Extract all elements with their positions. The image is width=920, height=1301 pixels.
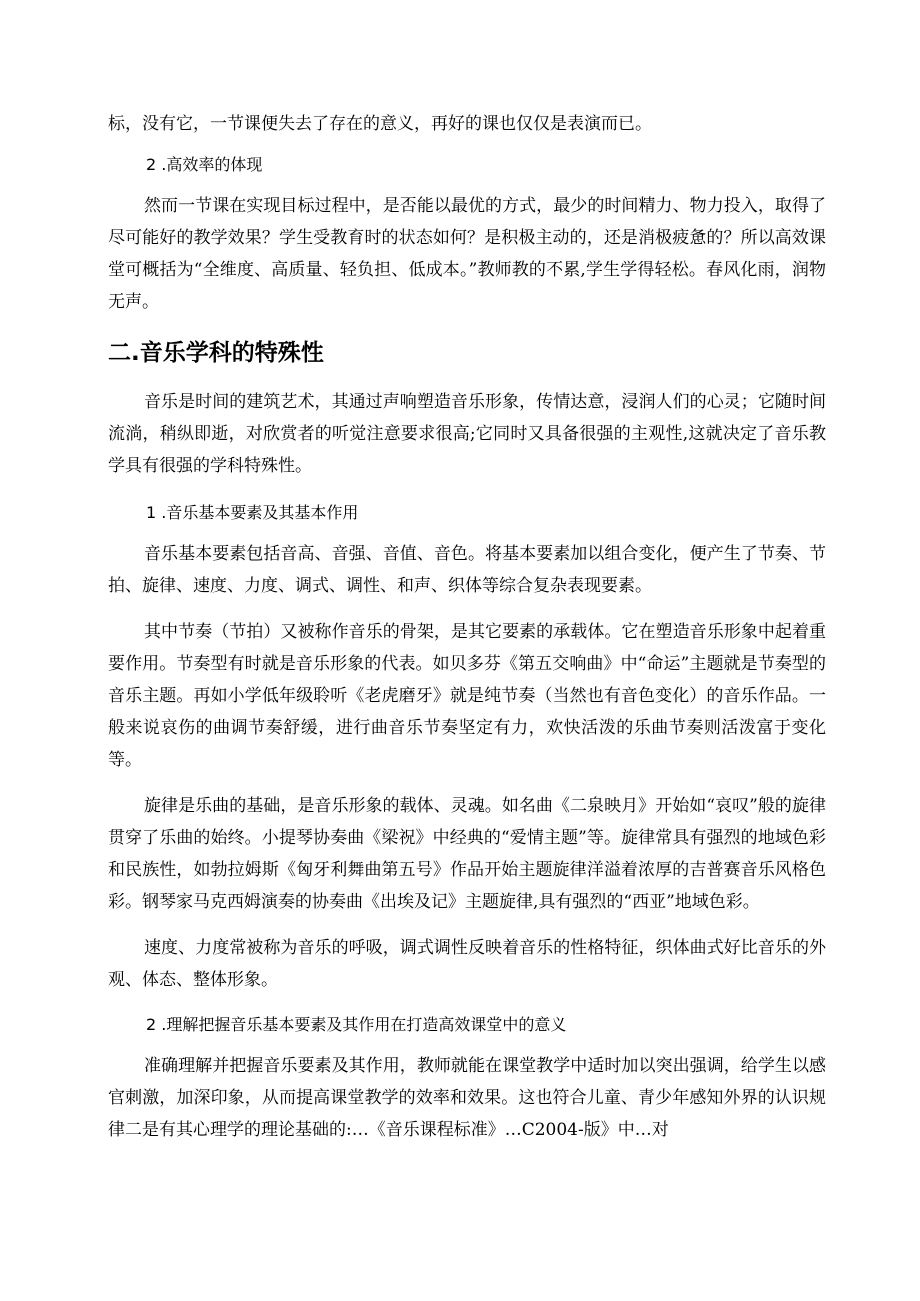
paragraph-music-nature: 音乐是时间的建筑艺术，其通过声响塑造音乐形象，传情达意，浸润人们的心灵；它随时间流淌，稍纵即逝，对欣赏者的听觉注意要求很高;它同时又具备很强的主观性,这就决定了音乐教学具有很强的学科特殊性。 bbox=[108, 392, 826, 476]
section-heading-music-特殊性: 二.音乐学科的特殊性 bbox=[108, 340, 324, 366]
subheading-understanding-elements: 2 .理解把握音乐基本要素及其作用在打造高效课堂中的意义 bbox=[146, 1015, 567, 1034]
paragraph-rhythm: 其中节奏（节拍）又被称作音乐的骨架，是其它要素的承载体。它在塑造音乐形象中起着重要作用。节奏型有时就是音乐形象的代表。如贝多芬《第五交响曲》中“命运”主题就是节奏型的音乐主题。再如小学低年级聆听《老虎磨牙》就是纯节奏（当然也有音色变化）的音乐作品。一般来说哀伤的曲调节奏舒缓，进行曲音乐节奏坚定有力，欢快活泼的乐曲节奏则活泼富于变化等。 bbox=[108, 622, 826, 770]
paragraph-efficiency: 然而一节课在实现目标过程中，是否能以最优的方式，最少的时间精力、物力投入，取得了尽可能好的教学效果？学生受教育时的状态如何？是积极主动的，还是消极疲惫的？所以高效课堂可概括为“全维度、高质量、轻负担、低成本。”教师教的不累,学生学得轻松。春风化雨，润物无声。 bbox=[108, 196, 826, 312]
paragraph-basic-elements: 音乐基本要素包括音高、音强、音值、音色。将基本要素加以组合变化，便产生了节奏、节拍、旋律、速度、力度、调式、调性、和声、织体等综合复杂表现要素。 bbox=[108, 544, 826, 596]
subheading-music-elements: 1 .音乐基本要素及其基本作用 bbox=[146, 503, 359, 522]
document-page bbox=[108, 108, 826, 1146]
paragraph-melody: 旋律是乐曲的基础，是音乐形象的载体、灵魂。如名曲《二泉映月》开始如“哀叹”般的旋律贯穿了乐曲的始终。小提琴协奏曲《梁祝》中经典的“爱情主题”等。旋律常具有强烈的地域色彩和民族性，如勃拉姆斯《匈牙利舞曲第五号》作品开始主题旋律洋溢着浓厚的吉普赛音乐风格色彩。钢琴家马克西姆演奏的协奏曲《出埃及记》主题旋律,具有强烈的“西亚”地域色彩。 bbox=[108, 796, 826, 912]
subheading-high-efficiency: 2 .高效率的体现 bbox=[146, 155, 263, 174]
paragraph-accurate-understanding: 准确理解并把握音乐要素及其作用，教师就能在课堂教学中适时加以突出强调，给学生以感官刺激，加深印象，从而提高课堂教学的效率和效果。这也符合儿童、青少年感知外界的认识规律二是有其心理学的理论基础的:…《音乐课程标准》…C2004-版》中…对 bbox=[108, 1056, 826, 1140]
paragraph-intro-tail: 标，没有它，一节课便失去了存在的意义，再好的课也仅仅是表演而已。 bbox=[108, 114, 652, 134]
paragraph-tempo-dynamics: 速度、力度常被称为音乐的呼吸，调式调性反映着音乐的性格特征，织体曲式好比音乐的外观、体态、整体形象。 bbox=[108, 938, 826, 990]
